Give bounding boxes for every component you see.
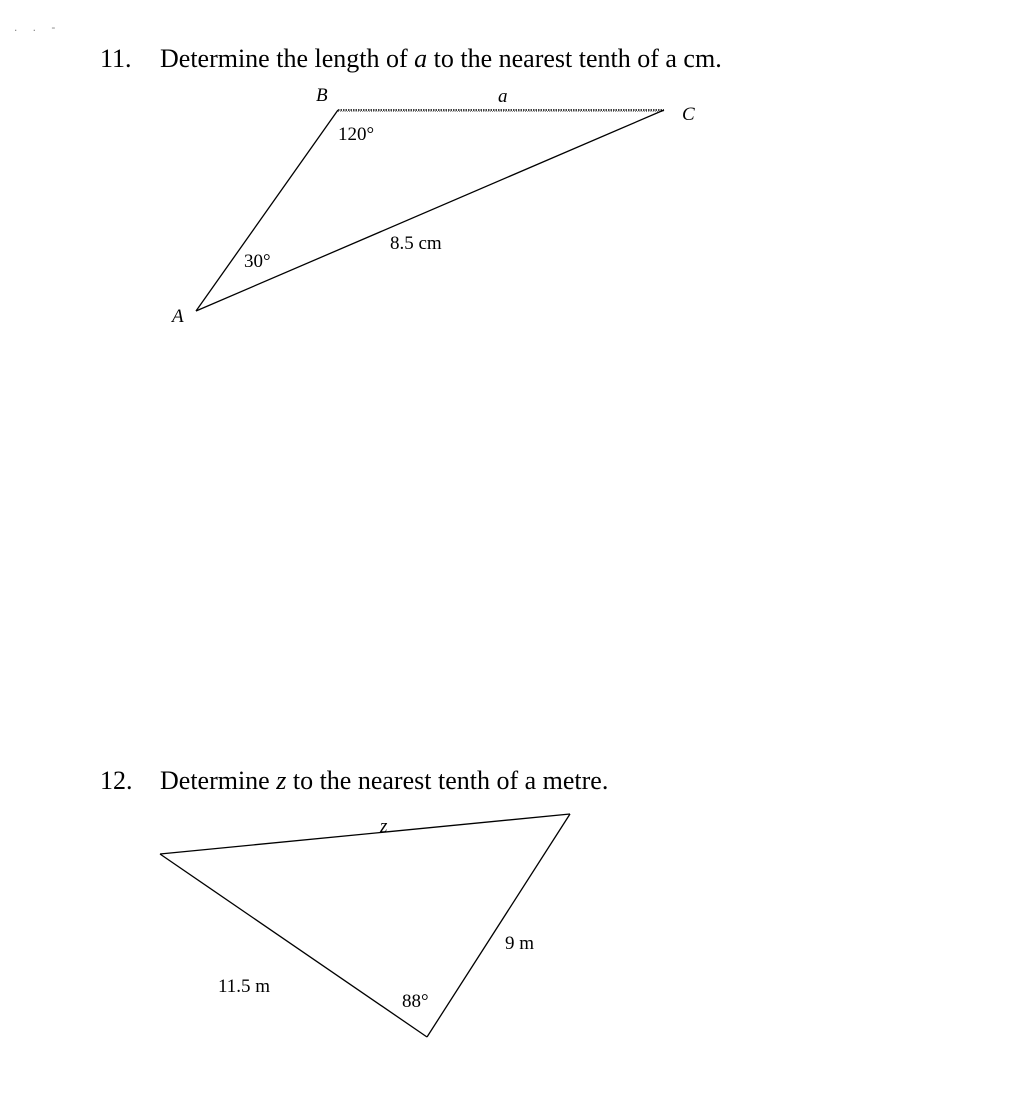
angle-b-label: 120° [338,124,375,145]
vertex-b-label: B [316,85,328,106]
side-right [427,814,570,1037]
triangle-z-diagram [160,814,570,1037]
question-12-variable: z [276,766,287,795]
question-12-text: Determine z to the nearest tenth of a metre. [160,766,609,795]
side-top [160,814,570,854]
vertex-c-label: C [682,104,695,125]
side-ac-label: 8.5 cm [390,233,442,254]
question-12 [100,766,608,796]
side-right-label: 9 m [505,933,535,954]
question-11-variable: a [414,44,428,73]
side-ac [196,110,664,311]
side-bc-label: a [498,86,508,107]
question-11-number: 11. [100,44,132,73]
side-top-label: z [380,816,388,837]
scan-artifact: . . - [14,20,62,34]
side-left [160,854,427,1037]
side-left-label: 11.5 m [218,976,271,997]
angle-bottom-label: 88° [402,991,429,1012]
angle-a-label: 30° [244,251,271,272]
vertex-a-label: A [172,306,184,327]
question-12-number: 12. [100,766,133,795]
question-11-text: Determine the length of a to the nearest tenth of a cm. [160,44,722,73]
